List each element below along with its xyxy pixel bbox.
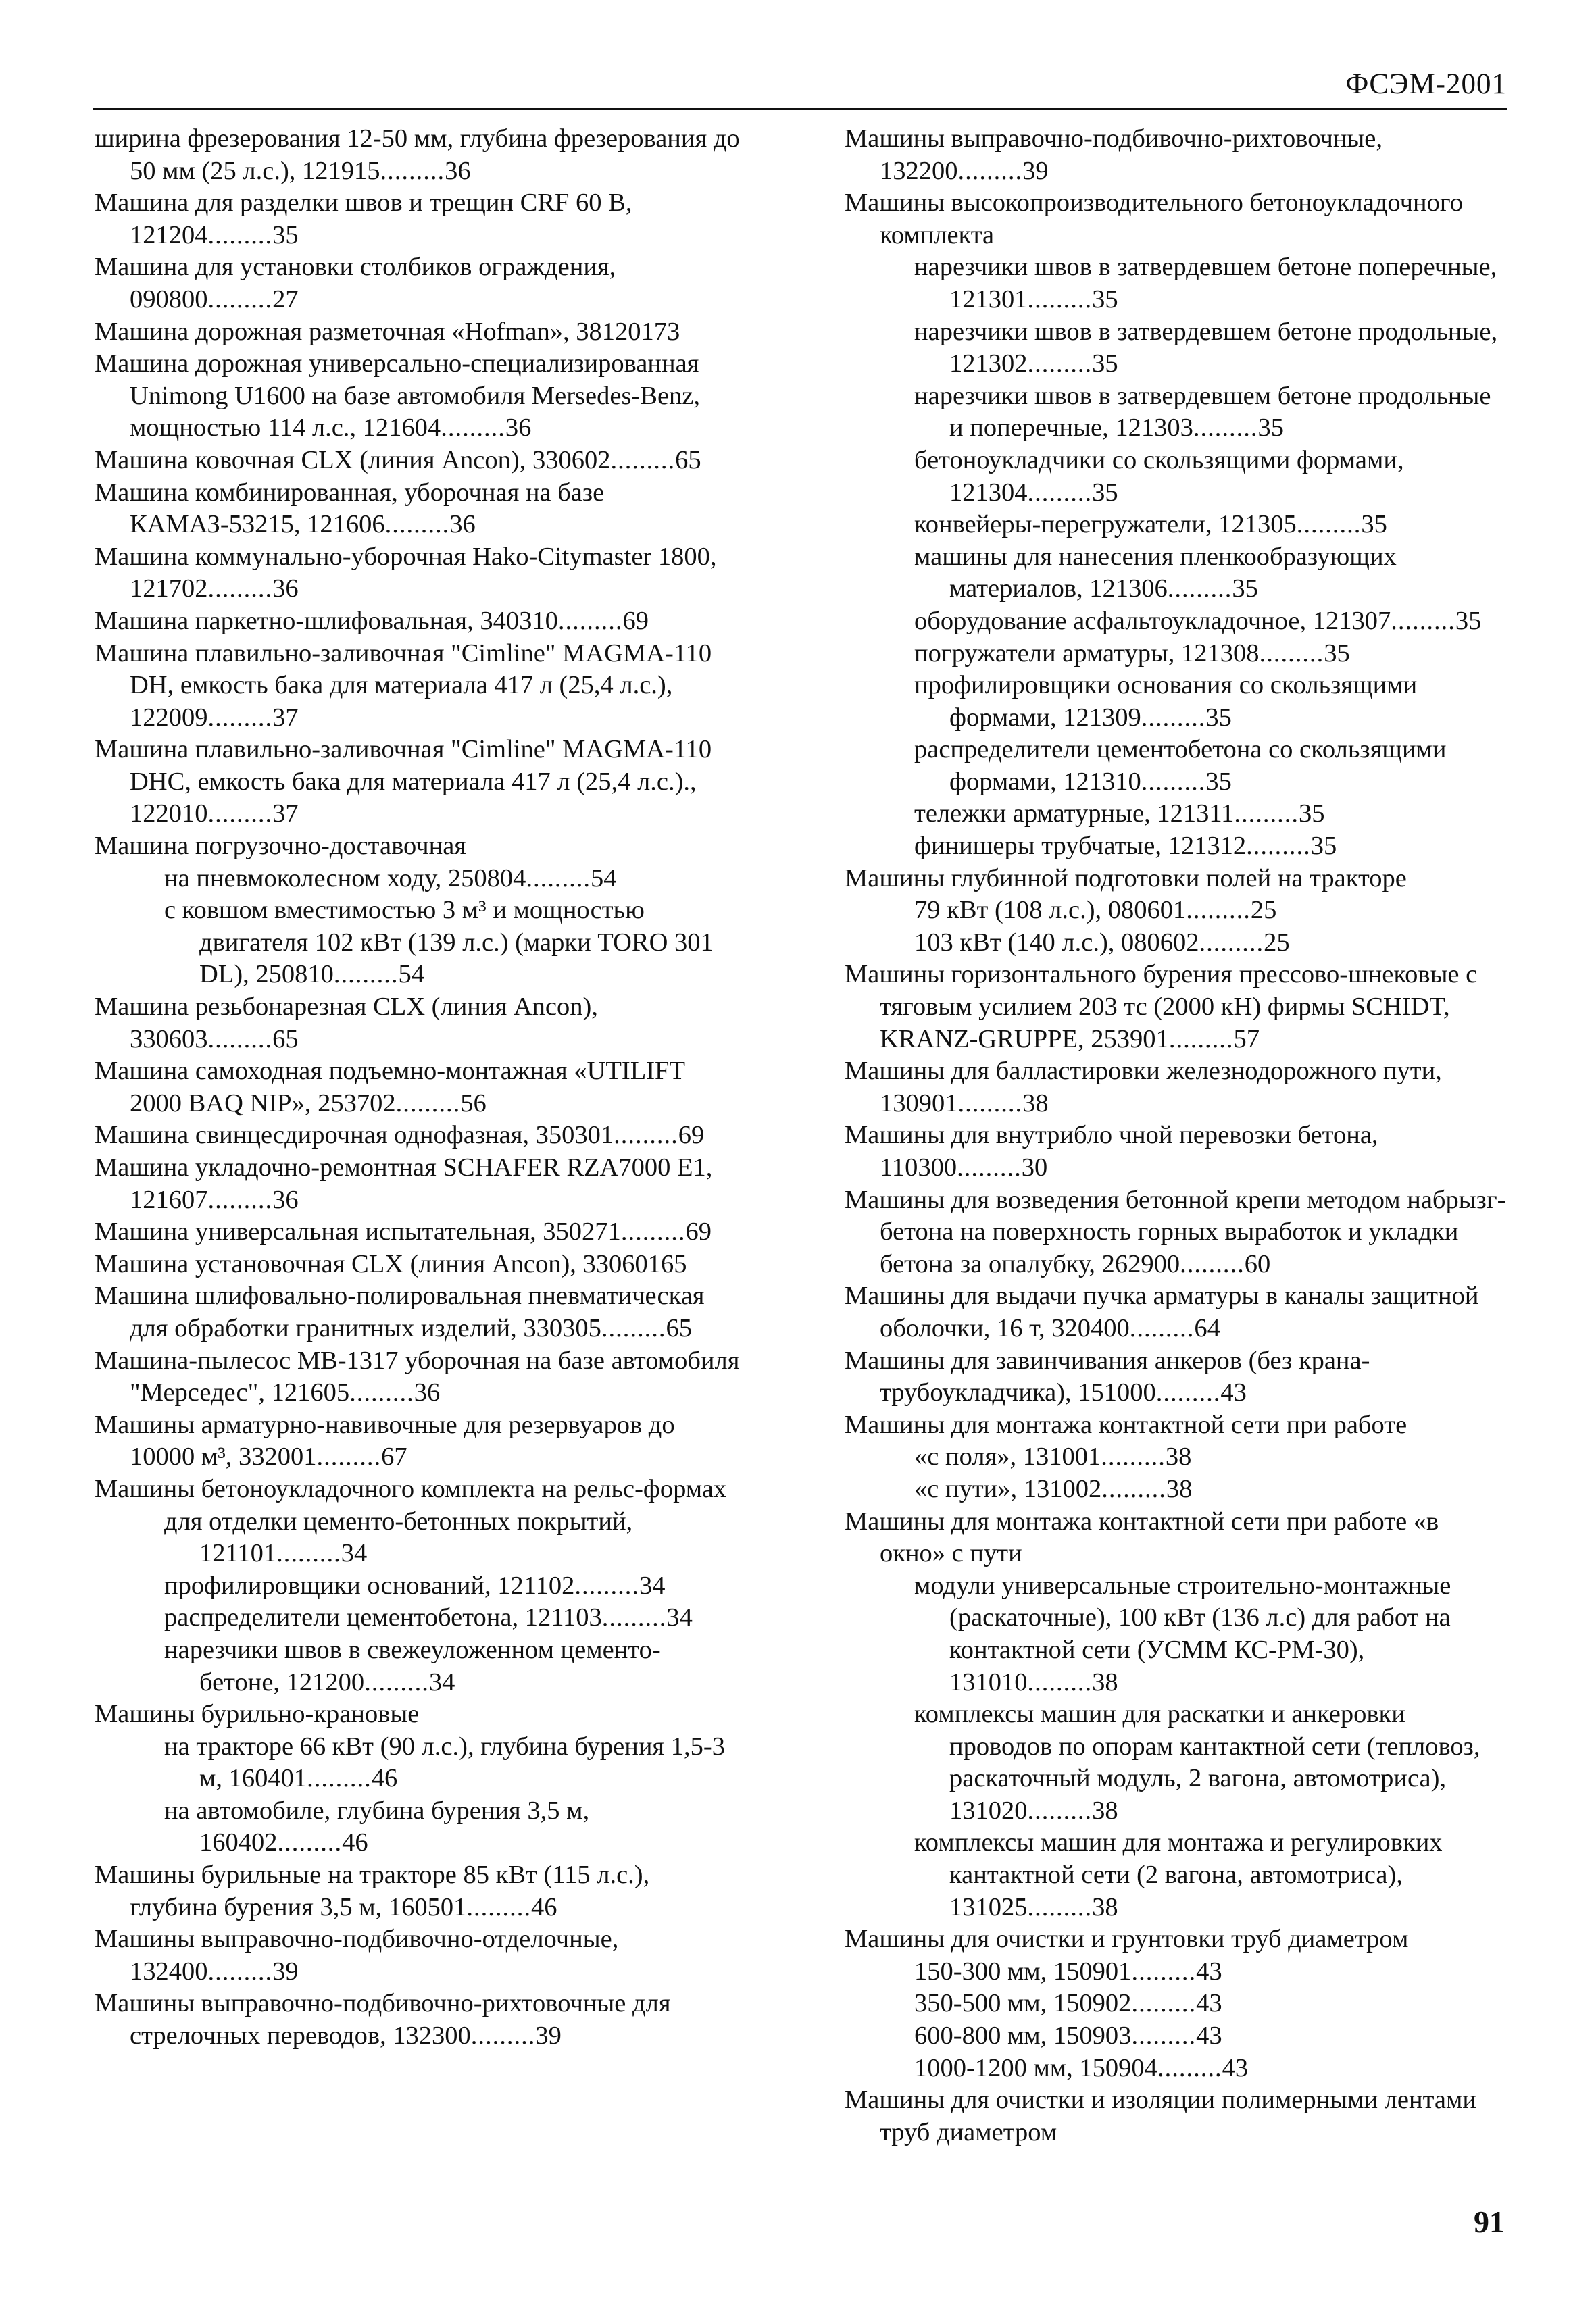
index-entry-text: оборудование асфальтоукладочное, 121307 [914, 606, 1391, 635]
index-entry-text: нарезчики швов в затвердевшем бетоне продольные и поперечные, 121303 [914, 381, 1491, 443]
leader-dots: ......... [1027, 1667, 1093, 1696]
index-entry [845, 638, 1510, 670]
index-entry [95, 830, 740, 863]
index-entry [845, 1280, 1510, 1344]
index-entry-text: на пневмоколесном ходу, 250804 [164, 863, 526, 892]
index-entry-page: 46 [531, 1892, 557, 1921]
index-entry [95, 477, 740, 541]
index-entry-text: «с пути», 131002 [914, 1474, 1102, 1503]
index-entry-page: 35 [272, 220, 299, 249]
index-entry-page: 35 [1299, 799, 1325, 828]
index-entry [95, 251, 740, 316]
leader-dots: ......... [1157, 2053, 1222, 2082]
index-entry-text: модули универсальные строительно-монтажные (раскаточные), 100 кВт (136 л.с) для работ на контактной сети (УСММ КС-РМ-30), 131010 [914, 1571, 1451, 1696]
index-entry [95, 1731, 740, 1795]
index-entry-text: Машины для очистки и изоляции полимерными лентами труб диаметром [845, 2086, 1476, 2146]
index-entry-text: профилировщики оснований, 121102 [164, 1571, 575, 1600]
index-entry-page: 54 [590, 863, 617, 892]
index-entry-text: на автомобиле, глубина бурения 3,5 м, 160402 [164, 1796, 590, 1857]
index-entry-text: Машины выправочно-подбивочно-рихтовочные для стрелочных переводов, 132300 [95, 1989, 671, 2051]
index-entry [95, 1055, 740, 1120]
index-entry-text: Машина-пылесос MB-1317 уборочная на базе автомобиля "Мерседес", 121605 [95, 1346, 740, 1407]
index-entry-page: 39 [1022, 156, 1049, 185]
index-entry [95, 445, 740, 477]
index-entry [845, 1827, 1510, 1923]
index-entry-text: Машины арматурно-навивочные для резервуаров до 10000 м³, 332001 [95, 1410, 675, 1472]
leader-dots: ......... [1141, 703, 1206, 732]
index-entry-text: распределители цементобетона, 121103 [164, 1603, 602, 1632]
leader-dots: ......... [1027, 349, 1093, 378]
index-entry [845, 251, 1510, 316]
index-entry-page: 34 [639, 1571, 666, 1600]
index-entry-text: Машины бетоноукладочного комплекта на рельс-формах [95, 1474, 727, 1503]
index-entry-page: 43 [1196, 1989, 1222, 2018]
index-entry-text: ширина фрезерования 12-50 мм, глубина фрезерования до 50 мм (25 л.с.), 121915 [95, 124, 740, 185]
leader-dots: ......... [1131, 2021, 1197, 2051]
index-entry [95, 863, 740, 895]
index-entry [95, 1120, 740, 1152]
index-entry [95, 348, 740, 445]
leader-dots: ......... [1193, 413, 1258, 443]
index-entry-page: 43 [1222, 2053, 1249, 2082]
index-entry [845, 927, 1510, 959]
index-entry-text: Машина для разделки швов и трещин CRF 60 B, 121204 [95, 188, 632, 249]
index-entry-page: 35 [1205, 703, 1232, 732]
leader-dots: ......... [1296, 510, 1362, 539]
index-entry-text: Машины выправочно-подбивочно-отделочные, 132400 [95, 1925, 619, 1986]
leader-dots: ......... [1131, 1989, 1197, 2018]
index-entry-page: 35 [1455, 606, 1482, 635]
leader-dots: ......... [957, 1088, 1023, 1117]
index-entry-text: нарезчики швов в затвердевшем бетоне продольные, 121302 [914, 317, 1498, 378]
leader-dots: ......... [207, 574, 273, 603]
leader-dots: ......... [601, 1603, 667, 1632]
index-entry [845, 1184, 1510, 1281]
index-entry-page: 34 [341, 1539, 368, 1568]
index-entry [845, 605, 1510, 638]
index-entry-page: 36 [414, 1378, 441, 1407]
leader-dots: ......... [384, 510, 450, 539]
index-entry-page: 64 [1194, 1313, 1220, 1342]
index-entry [845, 380, 1510, 445]
index-entry-page: 57 [1233, 1024, 1260, 1053]
leader-dots: ......... [1141, 767, 1206, 796]
index-entry-text: Машина паркетно-шлифовальная, 340310 [95, 606, 558, 635]
index-entry-text: Машины горизонтального бурения прессово-шнековые с тяговым усилием 203 тс (2000 кН) фирмы SCHIDT, KRANZ-GRUPPE, 253901 [845, 960, 1478, 1053]
index-entry-page: 65 [666, 1313, 692, 1342]
index-entry [95, 1152, 740, 1216]
index-entry [845, 1055, 1510, 1120]
index-entry-page: 38 [1092, 1892, 1118, 1921]
leader-dots: ......... [620, 1217, 686, 1247]
index-entry-page: 37 [272, 799, 299, 828]
index-entry-text: с ковшом вместимостью 3 м³ и мощностью двигателя 102 кВт (139 л.с.) (марки TORO 301 DL), 250810 [164, 896, 714, 989]
index-entry-page: 38 [1092, 1796, 1118, 1825]
index-entry [845, 1923, 1510, 1956]
index-entry-page: 56 [460, 1088, 487, 1117]
leader-dots: ......... [1027, 284, 1093, 313]
index-entry [95, 1634, 740, 1699]
index-entry-page: 39 [535, 2021, 562, 2051]
index-entry [845, 509, 1510, 541]
index-entry [845, 1409, 1510, 1442]
index-entry-text: 150-300 мм, 150901 [914, 1957, 1132, 1986]
index-entry-text: финишеры трубчатые, 121312 [914, 832, 1247, 861]
index-entry-text: «с поля», 131001 [914, 1442, 1101, 1472]
index-entry [95, 1795, 740, 1859]
index-entry [845, 1441, 1510, 1474]
index-entry-text: 79 кВт (108 л.с.), 080601 [914, 896, 1187, 925]
leader-dots: ......... [957, 1153, 1022, 1182]
index-entry-text: Машины для выдачи пучка арматуры в каналы защитной оболочки, 16 т, 320400 [845, 1282, 1479, 1342]
leader-dots: ......... [1391, 606, 1455, 635]
index-entry-page: 35 [1310, 832, 1337, 861]
leader-dots: ......... [957, 156, 1023, 185]
index-entry-text: Машины для возведения бетонной крепи методом набрызг-бетона на поверхность горных выработок и укладки бетона за опалубку, 262900 [845, 1185, 1506, 1278]
index-entry-text: Машины бурильно-крановые [95, 1700, 420, 1729]
leader-dots: ......... [276, 1539, 341, 1568]
index-entry-text: бетоноукладчики со скользящими формами, 121304 [914, 445, 1404, 507]
index-entry [845, 1956, 1510, 1988]
index-column-left [95, 123, 740, 2053]
index-entry [95, 1699, 740, 1731]
index-entry-text: комплексы машин для раскатки и анкеровки проводов по опорам кантактной сети (тепловоз, раскаточный модуль, 2 вагона, автомотриса), 131020 [914, 1700, 1480, 1825]
index-entry [845, 1506, 1510, 1570]
index-entry-page: 25 [1250, 896, 1277, 925]
index-entry-text: Машина самоходная подъемно-монтажная «UTILIFT 2000 BAQ NIP», 253702 [95, 1057, 685, 1117]
leader-dots: ......... [395, 1088, 461, 1117]
leader-dots: ......... [1246, 832, 1311, 861]
index-entry-text: машины для нанесения пленкообразующих материалов, 121306 [914, 542, 1397, 603]
index-entry-text: Машина плавильно-заливочная "Cimline" MAGMA-110 DHC, емкость бака для материала 417 л (25,4 л.с.)., 122010 [95, 735, 712, 828]
leader-dots: ......... [207, 1024, 273, 1053]
leader-dots: ......... [614, 1121, 678, 1150]
index-entry-page: 34 [428, 1667, 455, 1696]
index-entry-page: 36 [272, 1185, 299, 1214]
index-entry [845, 895, 1510, 927]
leader-dots: ......... [333, 960, 399, 989]
index-entry-page: 36 [449, 510, 476, 539]
index-entry [95, 991, 740, 1055]
leader-dots: ......... [1155, 1378, 1221, 1407]
index-entry-text: 350-500 мм, 150902 [914, 1989, 1132, 2018]
leader-dots: ......... [207, 1957, 273, 1986]
index-entry [845, 959, 1510, 1055]
leader-dots: ......... [1234, 799, 1299, 828]
leader-dots: ......... [307, 1764, 372, 1793]
index-entry-page: 60 [1244, 1249, 1271, 1278]
leader-dots: ......... [207, 799, 273, 828]
index-entry [845, 798, 1510, 830]
leader-dots: ......... [207, 703, 273, 732]
index-entry [845, 670, 1510, 734]
index-entry-page: 65 [272, 1024, 299, 1053]
index-entry-text: Машина дорожная разметочная «Hofman», 38120173 [95, 317, 680, 346]
leader-dots: ......... [1199, 928, 1264, 957]
index-entry-text: конвейеры-перегружатели, 121305 [914, 510, 1297, 539]
index-entry [845, 1474, 1510, 1506]
index-entry-page: 37 [272, 703, 299, 732]
index-entry-text: нарезчики швов в свежеуложенном цементо-бетоне, 121200 [164, 1635, 661, 1696]
index-entry-page: 35 [1092, 284, 1118, 313]
index-entry [95, 187, 740, 251]
index-entry-page: 36 [505, 413, 532, 443]
index-entry-page: 54 [398, 960, 425, 989]
index-entry [845, 830, 1510, 863]
index-entry-text: для отделки цементо-бетонных покрытий, 121101 [164, 1507, 633, 1568]
index-entry [845, 2084, 1510, 2148]
leader-dots: ......... [1131, 1957, 1197, 1986]
index-entry-text: распределители цементобетона со скользящими формами, 121310 [914, 735, 1447, 796]
leader-dots: ......... [441, 413, 505, 443]
index-entry [95, 895, 740, 991]
index-entry [95, 1988, 740, 2052]
index-entry-page: 35 [1361, 510, 1387, 539]
leader-dots: ......... [1027, 478, 1093, 507]
index-entry-text: 1000-1200 мм, 150904 [914, 2053, 1157, 2082]
index-entry [845, 187, 1510, 251]
leader-dots: ......... [1168, 1024, 1234, 1053]
index-entry [95, 316, 740, 349]
index-entry [845, 541, 1510, 605]
index-entry-text: Машины глубинной подготовки полей на тракторе [845, 863, 1407, 892]
index-entry-text: Машины для монтажа контактной сети при работе «в окно» с пути [845, 1507, 1439, 1568]
index-entry [95, 1923, 740, 1988]
index-entry-text: Машины для завинчивания анкеров (без крана-трубоукладчика), 151000 [845, 1346, 1370, 1407]
leader-dots: ......... [349, 1378, 414, 1407]
leader-dots: ......... [1129, 1313, 1195, 1342]
leader-dots: ......... [601, 1313, 666, 1342]
index-entry [95, 638, 740, 734]
leader-dots: ......... [610, 445, 676, 474]
index-entry-page: 38 [1166, 1474, 1193, 1503]
index-entry [95, 1409, 740, 1474]
index-entry [95, 605, 740, 638]
header-title: ФСЭМ-2001 [1345, 68, 1507, 100]
index-entry-page: 35 [1257, 413, 1284, 443]
leader-dots: ......... [207, 1185, 273, 1214]
leader-dots: ......... [207, 284, 273, 313]
index-entry-text: Машина ковочная CLX (линия Ancon), 330602 [95, 445, 611, 474]
index-entry-text: 600-800 мм, 150903 [914, 2021, 1132, 2051]
leader-dots: ......... [466, 1892, 532, 1921]
index-entry-page: 36 [445, 156, 471, 185]
index-entry-text: профилировщики основания со скользящими формами, 121309 [914, 671, 1418, 732]
leader-dots: ......... [526, 863, 591, 892]
index-entry-text: Машины для монтажа контактной сети при работе [845, 1410, 1407, 1439]
index-entry-page: 38 [1165, 1442, 1192, 1472]
index-entry-text: Машина резьбонарезная CLX (линия Ancon), 330603 [95, 992, 598, 1053]
index-entry-text: Машины для внутрибло чной перевозки бетона, 110300 [845, 1121, 1378, 1182]
index-entry-text: Машина для установки столбиков ограждения, 090800 [95, 253, 616, 313]
index-entry [95, 1280, 740, 1344]
index-entry [95, 734, 740, 830]
index-entry [95, 1474, 740, 1506]
index-entry-text: Машина плавильно-заливочная "Cimline" MAGMA-110 DH, емкость бака для материала 417 л (25,4 л.с.), 122009 [95, 638, 712, 732]
leader-dots: ......... [1101, 1442, 1166, 1472]
leader-dots: ......... [316, 1442, 382, 1472]
index-entry-text: Машина шлифовально-полировальная пневматическая для обработки гранитных изделий, 330305 [95, 1282, 705, 1342]
leader-dots: ......... [557, 606, 623, 635]
index-entry [95, 123, 740, 187]
leader-dots: ......... [1027, 1892, 1093, 1921]
index-entry-page: 25 [1264, 928, 1290, 957]
index-entry-page: 35 [1092, 349, 1118, 378]
index-entry [95, 1249, 740, 1281]
index-entry-page: 30 [1021, 1153, 1048, 1182]
index-entry-text: тележки арматурные, 121311 [914, 799, 1235, 828]
leader-dots: ......... [277, 1828, 343, 1857]
index-entry [845, 445, 1510, 509]
index-entry-page: 35 [1205, 767, 1232, 796]
leader-dots: ......... [1180, 1249, 1245, 1278]
index-entry-page: 35 [1092, 478, 1118, 507]
index-entry-text: на тракторе 66 кВт (90 л.с.), глубина бурения 1,5-3 м, 160401 [164, 1732, 725, 1793]
index-entry [95, 1345, 740, 1409]
index-entry-text: Машина дорожная универсально-специализированная Unimong U1600 на базе автомобиля Mersedes-Benz, мощностью 114 л.с., 121604 [95, 349, 700, 443]
index-entry [845, 2053, 1510, 2085]
index-entry-page: 67 [381, 1442, 407, 1472]
index-entry-text: погружатели арматуры, 121308 [914, 638, 1260, 668]
leader-dots: ......... [574, 1571, 639, 1600]
index-column-right [845, 123, 1510, 2148]
index-entry [845, 1699, 1510, 1827]
index-entry-page: 43 [1196, 1957, 1222, 1986]
index-entry-text: Машина укладочно-ремонтная SCHAFER RZA7000 E1, 121607 [95, 1153, 713, 1214]
index-entry-text: Машина погрузочно-доставочная [95, 832, 466, 861]
index-entry [845, 1120, 1510, 1184]
index-entry-text: Машины высокопроизводительного бетоноукладочного комплекта [845, 188, 1463, 249]
index-entry [95, 1570, 740, 1603]
index-entry-page: 69 [678, 1121, 705, 1150]
index-entry [95, 1859, 740, 1923]
index-entry-text: Машины для балластировки железнодорожного пути, 130901 [845, 1057, 1442, 1117]
index-entry [845, 123, 1510, 187]
header-rule [93, 108, 1507, 110]
index-entry-text: Машина установочная CLX (линия Ancon), 33060165 [95, 1249, 687, 1278]
index-entry [845, 1345, 1510, 1409]
index-entry [95, 1506, 740, 1570]
index-entry [95, 1216, 740, 1249]
index-entry-text: Машина универсальная испытательная, 350271 [95, 1217, 621, 1247]
index-entry-page: 69 [622, 606, 649, 635]
index-entry [845, 2020, 1510, 2053]
index-entry [845, 1988, 1510, 2020]
index-entry-page: 46 [342, 1828, 368, 1857]
leader-dots: ......... [1027, 1796, 1093, 1825]
index-entry-text: Машина коммунально-уборочная Hako-Citymaster 1800, 121702 [95, 542, 717, 603]
page-number: 91 [1474, 2205, 1505, 2239]
index-entry-page: 38 [1022, 1088, 1049, 1117]
index-entry-page: 43 [1196, 2021, 1222, 2051]
leader-dots: ......... [207, 220, 273, 249]
index-entry-text: Машина свинцесдирочная однофазная, 350301 [95, 1121, 614, 1150]
leader-dots: ......... [380, 156, 445, 185]
index-entry-text: комплексы машин для монтажа и регулировких кантактной сети (2 вагона, автомотриса), 131025 [914, 1828, 1443, 1921]
index-entry-page: 38 [1092, 1667, 1118, 1696]
leader-dots: ......... [1167, 574, 1232, 603]
index-entry [845, 734, 1510, 798]
index-entry-text: нарезчики швов в затвердевшем бетоне поперечные, 121301 [914, 253, 1497, 313]
index-entry-text: Машины бурильные на тракторе 85 кВт (115 л.с.), глубина бурения 3,5 м, 160501 [95, 1861, 650, 1921]
index-entry-page: 39 [272, 1957, 299, 1986]
index-entry [845, 1570, 1510, 1699]
index-entry-page: 27 [272, 284, 299, 313]
index-entry [95, 1602, 740, 1634]
index-entry-page: 43 [1220, 1378, 1247, 1407]
index-entry [845, 316, 1510, 380]
index-entry-page: 35 [1324, 638, 1350, 668]
index-entry-text: Машина комбинированная, уборочная на базе КАМАЗ-53215, 121606 [95, 478, 605, 539]
leader-dots: ......... [470, 2021, 536, 2051]
leader-dots: ......... [1259, 638, 1324, 668]
leader-dots: ......... [1101, 1474, 1166, 1503]
index-entry-text: Машины выправочно-подбивочно-рихтовочные, 132200 [845, 124, 1383, 185]
leader-dots: ......... [364, 1667, 429, 1696]
index-entry-page: 34 [666, 1603, 693, 1632]
index-entry [845, 863, 1510, 895]
index-entry-page: 35 [1232, 574, 1258, 603]
index-entry-page: 36 [272, 574, 299, 603]
index-entry [95, 541, 740, 605]
index-entry-text: 103 кВт (140 л.с.), 080602 [914, 928, 1199, 957]
leader-dots: ......... [1186, 896, 1251, 925]
index-entry-text: Машины для очистки и грунтовки труб диаметром [845, 1925, 1409, 1954]
index-entry-page: 46 [371, 1764, 398, 1793]
index-entry-page: 65 [675, 445, 701, 474]
index-entry-page: 69 [685, 1217, 712, 1247]
